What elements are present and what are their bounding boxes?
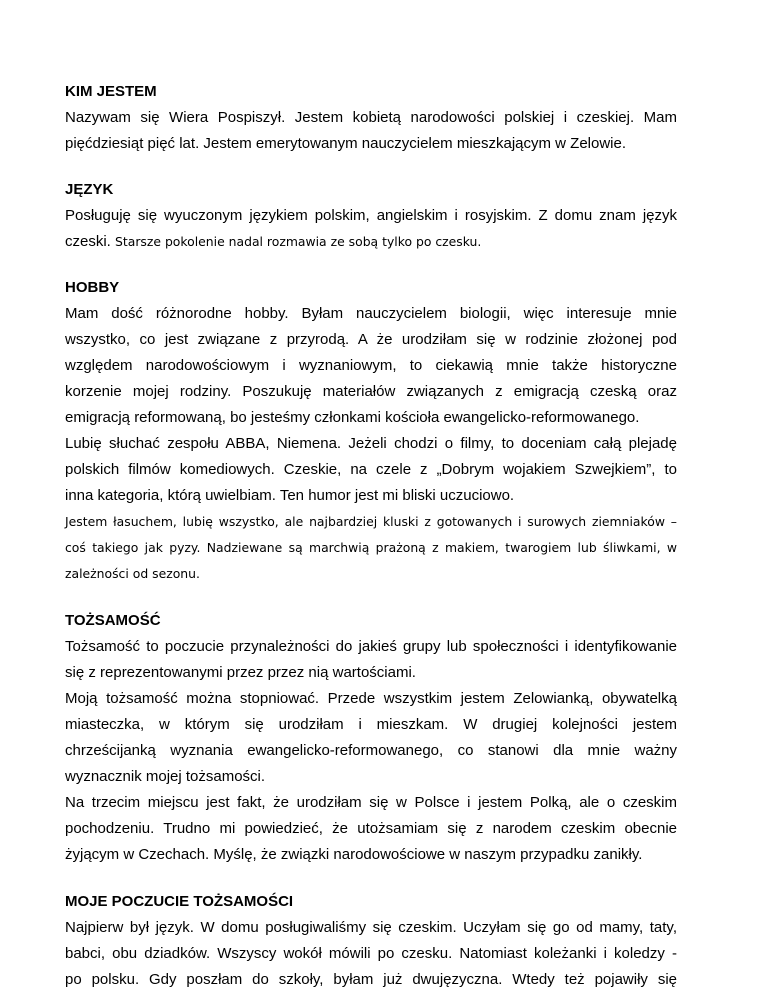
paragraph-line: Lubię słuchać zespołu ABBA, Niemena. Jeżeli chodzi o filmy, to doceniam całą plejadę: [65, 435, 677, 452]
paragraph-line: emigracją reformowaną, bo jesteśmy członkami kościoła ewangelicko-reformowanego.: [65, 409, 640, 426]
paragraph-line-small: Jestem łasuchem, lubię wszystko, ale najbardziej kluski z gotowanych i surowych ziemniaków –: [65, 514, 677, 529]
paragraph-line-small: coś takiego jak pyzy. Nadziewane są marchwią prażoną z makiem, twarogiem lub śliwkami, w: [65, 540, 677, 555]
paragraph-line: Na trzecim miejscu jest fakt, że urodziłam się w Polsce i jestem Polką, ale o czeskim: [65, 794, 677, 811]
paragraph-line-mixed: [65, 233, 677, 251]
paragraph-line: miasteczka, w którym się urodziłam i mieszkam. W drugiej kolejności jestem: [65, 716, 677, 733]
paragraph-line: Moją tożsamość można stopniować. Przede wszystkim jestem Zelowianką, obywatelką: [65, 690, 677, 707]
paragraph-line: Najpierw był język. W domu posługiwaliśmy się czeskim. Uczyłam się go od mamy, taty,: [65, 919, 677, 936]
paragraph-line: pochodzeniu. Trudno mi powiedzieć, że utożsamiam się z narodem czeskim obecnie: [65, 820, 677, 837]
paragraph-line: pięćdziesiąt pięć lat. Jestem emerytowanym nauczycielem mieszkającym w Zelowie.: [65, 135, 627, 152]
paragraph-line: się z reprezentowanymi przez przez nią wartościami.: [65, 664, 416, 681]
heading-hobby: HOBBY: [65, 279, 120, 296]
heading-jezyk: JĘZYK: [65, 181, 114, 198]
paragraph-line: polskich filmów komediowych. Czeskie, na czele z „Dobrym wojakiem Szwejkiem”, to: [65, 461, 677, 478]
paragraph-line: wszystko, co jest związane z przyrodą. A że urodziłam się w rodzinie złożonej pod: [65, 331, 677, 348]
paragraph-line: Mam dość różnorodne hobby. Byłam nauczycielem biologii, więc interesuje mnie: [65, 305, 677, 322]
paragraph-line: Tożsamość to poczucie przynależności do jakieś grupy lub społeczności i identyfikowanie: [65, 638, 677, 655]
paragraph-line: chrześcijanką wyznania ewangelicko-reformowanego, co stanowi dla mnie ważny: [65, 742, 677, 759]
paragraph-line: Nazywam się Wiera Pospiszył. Jestem kobietą narodowości polskiej i czeskiej. Mam: [65, 109, 677, 126]
text-fragment: czeski.: [65, 233, 116, 250]
heading-moje-poczucie: MOJE POCZUCIE TOŻSAMOŚCI: [65, 893, 294, 910]
heading-tozsamosc: TOŻSAMOŚĆ: [65, 612, 161, 629]
paragraph-line: korzenie mojej rodziny. Poszukuję materiałów związanych z emigracją czeską oraz: [65, 383, 677, 400]
paragraph-line: babci, obu dziadków. Wszyscy wokół mówili po czesku. Natomiast koleżanki i koledzy -: [65, 945, 677, 962]
paragraph-line: po polsku. Gdy poszłam do szkoły, byłam już dwujęzyczna. Wtedy też pojawiły się: [65, 971, 677, 988]
paragraph-line: względem narodowościowym i wyznaniowym, to ciekawią mnie także historyczne: [65, 357, 677, 374]
paragraph-line-small: zależności od sezonu.: [65, 566, 200, 581]
paragraph-line: Posługuję się wyuczonym językiem polskim, angielskim i rosyjskim. Z domu znam język: [65, 207, 677, 224]
paragraph-line: wyznacznik mojej tożsamości.: [65, 768, 266, 785]
paragraph-line: inna kategoria, którą uwielbiam. Ten humor jest mi bliski uczuciowo.: [65, 487, 515, 504]
paragraph-line: żyjącym w Czechach. Myślę, że związki narodowościowe w naszym przypadku zanikły.: [65, 846, 643, 863]
heading-kim-jestem: KIM JESTEM: [65, 83, 157, 100]
text-fragment-small: Starsze pokolenie nadal rozmawia ze sobą tylko po czesku.: [115, 234, 482, 249]
